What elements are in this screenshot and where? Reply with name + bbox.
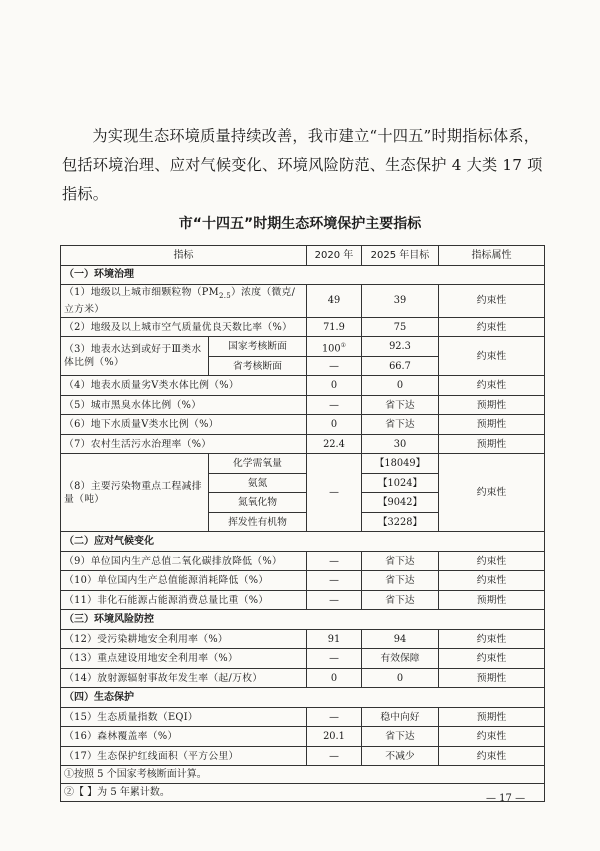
- value-attribute: 约束性: [439, 317, 545, 337]
- value-2025: 66.7: [362, 356, 439, 376]
- value-2025: 【1024】: [362, 473, 439, 493]
- value-2020: 0: [307, 668, 362, 688]
- footnote-row: [61, 766, 545, 784]
- value-2025: 94: [362, 629, 439, 649]
- value-2020: 49: [307, 285, 362, 318]
- value-2025: 省下达: [362, 590, 439, 610]
- value-attribute: 约束性: [439, 727, 545, 747]
- value-2025: 【18049】: [362, 454, 439, 474]
- value-attribute: 约束性: [439, 337, 545, 376]
- indicator-label: （10）单位国内生产总值能源消耗降低（%）: [61, 571, 307, 591]
- value-attribute: 预期性: [439, 668, 545, 688]
- indicator-label: （3）地表水达到或好于Ⅲ类水体比例（%）: [61, 337, 209, 376]
- table-title: 市“十四五”时期生态环境保护主要指标: [178, 216, 422, 232]
- footnote: ②【 】为 5 年累计数。: [61, 784, 545, 802]
- table-row: [61, 454, 545, 474]
- value-2020: —: [307, 590, 362, 610]
- value-2025: 不减少: [362, 746, 439, 766]
- header-2020: 2020 年: [307, 246, 362, 266]
- indicator-label: （4）地表水质量劣Ⅴ类水体比例（%）: [61, 376, 307, 396]
- footnote: ①按照 5 个国家考核断面计算。: [61, 766, 545, 784]
- value-2020: 22.4: [307, 434, 362, 454]
- value-2020: —: [307, 746, 362, 766]
- intro-paragraph: 为实现生态环境质量持续改善，我市建立“十四五”时期指标体系，包括环境治理、应对气候变化、环境风险防范、生态保护 4 大类 17 项指标。: [62, 127, 543, 203]
- section-row: [61, 532, 545, 552]
- value-2020: —: [307, 551, 362, 571]
- indicator-table: [60, 245, 545, 802]
- value-2020: 71.9: [307, 317, 362, 337]
- value-attribute: 约束性: [439, 551, 545, 571]
- value-2025: 【9042】: [362, 493, 439, 513]
- section-row: [61, 610, 545, 630]
- value-2025: 【3228】: [362, 512, 439, 532]
- table-row: [61, 649, 545, 669]
- page-number: — 17 —: [486, 793, 526, 804]
- table-row: [61, 746, 545, 766]
- value-2025: 稳中向好: [362, 707, 439, 727]
- table-row: [61, 629, 545, 649]
- value-2020: —: [307, 707, 362, 727]
- table-row: [61, 590, 545, 610]
- value-attribute: 约束性: [439, 746, 545, 766]
- indicator-label: （16）森林覆盖率（%）: [61, 727, 307, 747]
- section-title: （四）生态保护: [61, 688, 545, 708]
- indicator-label: （1）地级以上城市细颗粒物$(PM_{2.5})$浓度（微克/立方米）: [61, 285, 307, 318]
- value-2020: —: [307, 356, 362, 376]
- section-title: （二）应对气候变化: [61, 532, 545, 552]
- value-2020: 0: [307, 415, 362, 435]
- indicator-label: （14）放射源辐射事故年发生率（起/万枚）: [61, 668, 307, 688]
- section-row: [61, 688, 545, 708]
- sub-indicator: 国家考核断面: [209, 337, 307, 357]
- value-attribute: 预期性: [439, 415, 545, 435]
- value-attribute: 预期性: [439, 395, 545, 415]
- value-2025: 省下达: [362, 551, 439, 571]
- section-title: （三）环境风险防控: [61, 610, 545, 630]
- indicator-label: （5）城市黑臭水体比例（%）: [61, 395, 307, 415]
- footnote-row: [61, 784, 545, 802]
- value-attribute: 预期性: [439, 590, 545, 610]
- value-2025: 0: [362, 668, 439, 688]
- value-attribute: 约束性: [439, 571, 545, 591]
- value-2020: 91: [307, 629, 362, 649]
- sub-indicator: 氨氮: [209, 473, 307, 493]
- value-attribute: 预期性: [439, 434, 545, 454]
- indicator-label: （13）重点建设用地安全利用率（%）: [61, 649, 307, 669]
- table-row: [61, 376, 545, 396]
- section-row: [61, 265, 545, 285]
- value-2025: 省下达: [362, 415, 439, 435]
- header-attribute: 指标属性: [439, 246, 545, 266]
- indicator-label: （9）单位国内生产总值二氧化碳排放降低（%）: [61, 551, 307, 571]
- value-2025: 省下达: [362, 571, 439, 591]
- sub-indicator: 挥发性有机物: [209, 512, 307, 532]
- table-row: [61, 317, 545, 337]
- indicator-label: （6）地下水质量Ⅴ类水比例（%）: [61, 415, 307, 435]
- table-row: [61, 337, 545, 357]
- table-row: [61, 434, 545, 454]
- value-2025: 省下达: [362, 727, 439, 747]
- header-indicator: 指标: [61, 246, 307, 266]
- table-row: [61, 551, 545, 571]
- value-2020: —: [307, 649, 362, 669]
- indicator-label: （2）地级及以上城市空气质量优良天数比率（%）: [61, 317, 307, 337]
- sub-indicator: 化学需氧量: [209, 454, 307, 474]
- value-2020: 0: [307, 376, 362, 396]
- indicator-label: （7）农村生活污水治理率（%）: [61, 434, 307, 454]
- table-header-row: [61, 246, 545, 266]
- indicator-label: （11）非化石能源占能源消费总量比重（%）: [61, 590, 307, 610]
- value-attribute: 约束性: [439, 454, 545, 532]
- table-row: [61, 415, 545, 435]
- value-2025: 39: [362, 285, 439, 318]
- value-attribute: 约束性: [439, 629, 545, 649]
- value-2025: 有效保障: [362, 649, 439, 669]
- value-2020: —: [307, 395, 362, 415]
- table-row: [61, 571, 545, 591]
- value-2020: —: [307, 571, 362, 591]
- value-2020: —: [307, 454, 362, 532]
- table-row: [61, 707, 545, 727]
- indicator-label: （15）生态质量指数（EQI）: [61, 707, 307, 727]
- value-2025: 0: [362, 376, 439, 396]
- indicator-label: （12）受污染耕地安全利用率（%）: [61, 629, 307, 649]
- header-2025-target: 2025 年目标: [362, 246, 439, 266]
- table-row: [61, 285, 545, 318]
- table-row: [61, 668, 545, 688]
- value-2025: 75: [362, 317, 439, 337]
- value-2020: 20.1: [307, 727, 362, 747]
- value-2025: 30: [362, 434, 439, 454]
- table-row: [61, 395, 545, 415]
- sub-indicator: 省考核断面: [209, 356, 307, 376]
- value-attribute: 约束性: [439, 376, 545, 396]
- indicator-label: （17）生态保护红线面积（平方公里）: [61, 746, 307, 766]
- value-attribute: 约束性: [439, 285, 545, 318]
- value-attribute: 约束性: [439, 649, 545, 669]
- value-2025: 省下达: [362, 395, 439, 415]
- section-title: （一）环境治理: [61, 265, 545, 285]
- sub-indicator: 氮氧化物: [209, 493, 307, 513]
- value-attribute: 预期性: [439, 707, 545, 727]
- table-row: [61, 727, 545, 747]
- indicator-label: （8）主要污染物重点工程减排量（吨）: [61, 454, 209, 532]
- value-2025: 92.3: [362, 337, 439, 357]
- value-2020: 100①: [307, 337, 362, 357]
